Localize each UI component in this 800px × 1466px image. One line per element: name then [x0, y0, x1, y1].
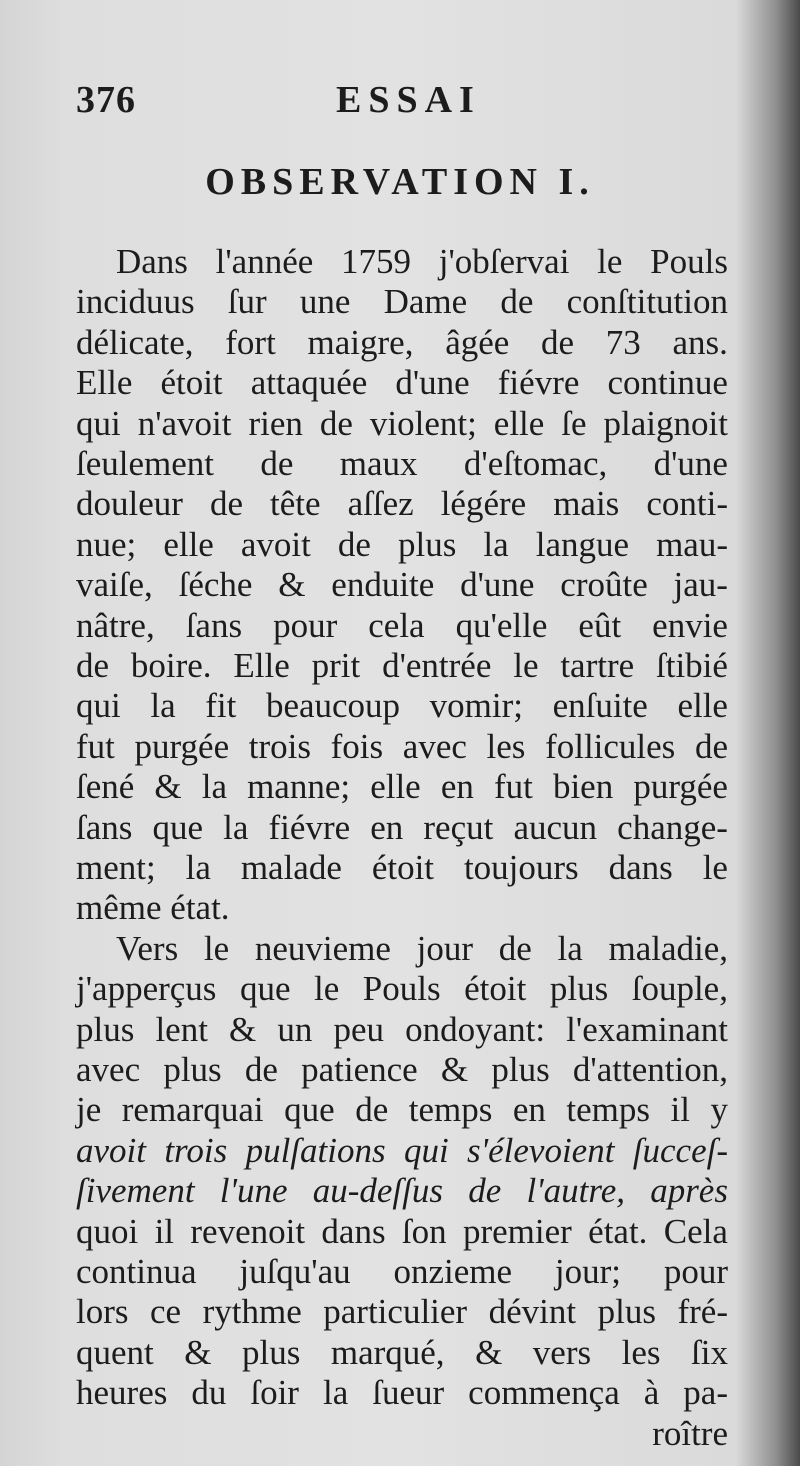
text-line: ſené & la manne; elle en fut bien purgée — [76, 767, 728, 807]
text-line: heures du ſoir la ſueur commença à pa- — [76, 1373, 728, 1413]
page-header — [76, 78, 736, 128]
text-line: qui la fit beaucoup vomir; enſuite elle — [76, 686, 728, 726]
text-line: je remarquai que de temps en temps il y — [76, 1090, 728, 1130]
text-line: fut purgée trois fois avec les follicules de — [76, 726, 728, 766]
text-line: douleur de tête aſſez légére mais conti- — [76, 484, 728, 524]
text-line: même état. — [76, 888, 230, 928]
text-line: roître — [652, 1413, 728, 1453]
text-line: ment; la malade étoit toujours dans le — [76, 848, 728, 887]
text-line: qui n'avoit rien de violent; elle ſe plaignoit — [76, 403, 728, 443]
text-line: Elle étoit attaquée d'une fiévre continue — [76, 363, 728, 403]
text-line: nâtre, ſans pour cela qu'elle eût envie — [76, 605, 728, 645]
text-line: ſivement l'une au-deſſus de l'autre, après — [76, 1171, 728, 1211]
text-line: lors ce rythme particulier dévint plus fré- — [76, 1292, 728, 1332]
text-line: quoi il revenoit dans ſon premier état. Cela — [76, 1211, 728, 1251]
text-line: avec plus de patience & plus d'attention, — [76, 1050, 728, 1089]
text-line: j'apperçus que le Pouls étoit plus ſouple, — [76, 969, 728, 1009]
text-line: Vers le neuvieme jour de la maladie, — [116, 928, 728, 968]
text-line: Dans l'année 1759 j'obſervai le Pouls — [116, 242, 728, 281]
text-line: ſans que la fiévre en reçut aucun change- — [76, 807, 728, 847]
text-line: quent & plus marqué, & vers les ſix — [76, 1332, 728, 1372]
text-line: avoit trois pulſations qui s'élevoient ſucceſ- — [76, 1130, 728, 1170]
page-number: 376 — [76, 79, 136, 121]
running-head: ESSAI — [336, 79, 481, 121]
text-line: continua juſqu'au onzieme jour; pour — [76, 1252, 728, 1291]
text-line: vaiſe, ſéche & enduite d'une croûte jau- — [76, 565, 728, 605]
text-line: délicate, fort maigre, âgée de 73 ans. — [76, 322, 728, 362]
text-line: nue; elle avoit de plus la langue mau- — [76, 524, 728, 564]
section-title: OBSERVATION I. — [205, 161, 595, 203]
text-line: de boire. Elle prit d'entrée le tartre ſtibié — [76, 646, 728, 685]
text-line: plus lent & un peu ondoyant: l'examinant — [76, 1009, 728, 1049]
text-line: ſeulement de maux d'eſtomac, d'une — [76, 444, 728, 483]
text-line: inciduus ſur une Dame de conſtitution — [76, 282, 728, 322]
